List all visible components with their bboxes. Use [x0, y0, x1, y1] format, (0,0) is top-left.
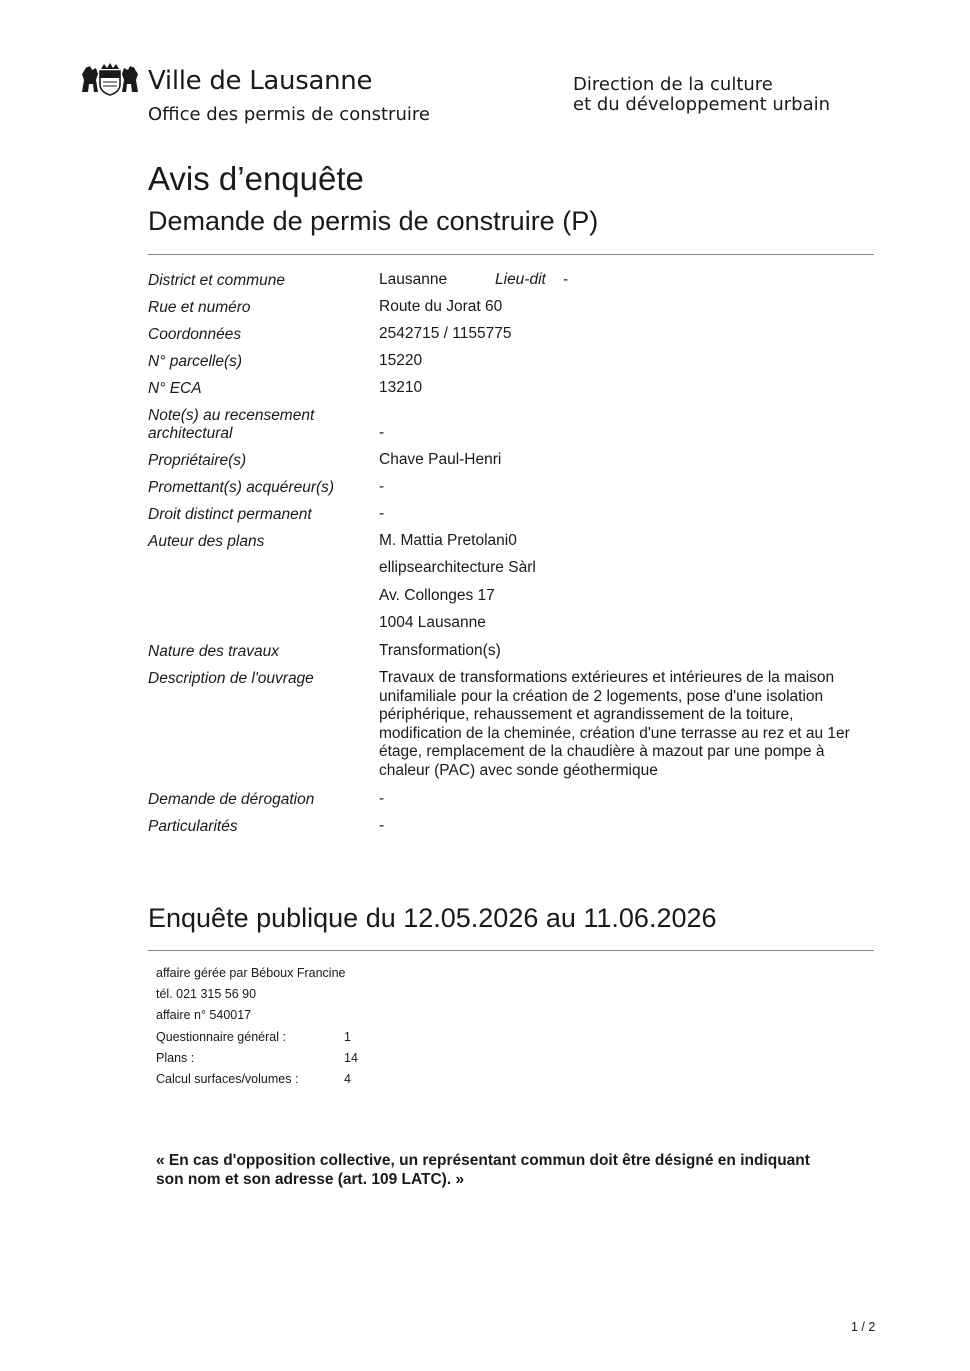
affaire-geree: affaire gérée par Béboux Francine	[156, 966, 346, 980]
city-name: Ville de Lausanne	[148, 66, 373, 96]
direction-name	[573, 75, 830, 115]
plans-label: Plans :	[156, 1051, 195, 1065]
parcelles-value: 15220	[379, 352, 423, 369]
proprietaire-label: Propriétaire(s)	[148, 452, 247, 469]
district-value: Lausanne	[379, 271, 448, 288]
page-number: 1 / 2	[851, 1320, 876, 1334]
notice-line-1: « En cas d'opposition collective, un représentant commun doit être désigné en indiquant	[156, 1152, 810, 1169]
direction-line-1: Direction de la culture	[573, 74, 773, 95]
description-line: unifamiliale pour la création de 2 logements, pose d'une isolation	[379, 687, 824, 705]
notes-label-line-1: Note(s) au recensement	[148, 407, 315, 424]
title-divider	[148, 254, 874, 255]
questionnaire-value: 1	[344, 1030, 351, 1044]
auteur-label: Auteur des plans	[148, 533, 265, 550]
plans-value: 14	[344, 1051, 358, 1065]
derogation-value: -	[379, 790, 385, 807]
coordonnees-label: Coordonnées	[148, 326, 242, 343]
affaire-numero: affaire n° 540017	[156, 1008, 252, 1022]
questionnaire-label: Questionnaire général :	[156, 1030, 286, 1044]
opposition-notice	[156, 1151, 856, 1189]
enquete-divider	[148, 950, 874, 951]
description-label: Description de l'ouvrage	[148, 670, 314, 687]
droit-value: -	[379, 505, 385, 522]
notes-label-line-2: architectural	[148, 425, 233, 442]
description-line: chaleur (PAC) avec sonde géothermique	[379, 761, 658, 779]
calcul-value: 4	[344, 1072, 351, 1086]
auteur-line-1: M. Mattia Pretolani0	[379, 532, 517, 549]
rue-value: Route du Jorat 60	[379, 298, 503, 315]
nature-value: Transformation(s)	[379, 642, 501, 659]
description-line: périphérique, rehaussement et agrandissement de la toiture,	[379, 706, 794, 724]
droit-label: Droit distinct permanent	[148, 506, 312, 523]
nature-label: Nature des travaux	[148, 643, 279, 660]
particularites-value: -	[379, 817, 385, 834]
eca-value: 13210	[379, 379, 423, 396]
direction-line-2: et du développement urbain	[573, 94, 831, 115]
district-label: District et commune	[148, 272, 285, 289]
page-title: Avis d’enquête	[148, 160, 364, 197]
calcul-label: Calcul surfaces/volumes :	[156, 1072, 299, 1086]
auteur-line-2: ellipsearchitecture Sàrl	[379, 559, 536, 576]
notes-value: -	[379, 424, 385, 441]
promettant-label: Promettant(s) acquéreur(s)	[148, 479, 335, 496]
notice-line-2: son nom et son adresse (art. 109 LATC). »	[156, 1171, 465, 1188]
eca-label: N° ECA	[148, 380, 202, 397]
proprietaire-value: Chave Paul-Henri	[379, 451, 502, 468]
description-line: modification de la cheminée, création d'une terrasse au rez et au 1er	[379, 724, 850, 742]
description-value	[379, 669, 879, 781]
lieu-dit-value: -	[563, 271, 569, 288]
affaire-telephone: tél. 021 315 56 90	[156, 987, 257, 1001]
parcelles-label: N° parcelle(s)	[148, 353, 243, 370]
page-subtitle: Demande de permis de construire (P)	[148, 206, 599, 236]
particularites-label: Particularités	[148, 818, 238, 835]
auteur-line-4: 1004 Lausanne	[379, 614, 486, 631]
rue-label: Rue et numéro	[148, 299, 251, 316]
description-line: étage, remplacement de la chaudière à mazout par une pompe à	[379, 743, 825, 761]
lausanne-coat-of-arms-logo	[80, 62, 140, 96]
description-line: Travaux de transformations extérieures et intérieures de la maison	[379, 669, 835, 686]
derogation-label: Demande de dérogation	[148, 791, 315, 808]
auteur-line-3: Av. Collonges 17	[379, 587, 495, 604]
coordonnees-value: 2542715 / 1155775	[379, 325, 512, 342]
office-name: Office des permis de construire	[148, 104, 430, 125]
lieu-dit-label: Lieu-dit	[495, 271, 546, 288]
enquete-period-heading: Enquête publique du 12.05.2026 au 11.06.2026	[148, 903, 717, 933]
promettant-value: -	[379, 478, 385, 495]
